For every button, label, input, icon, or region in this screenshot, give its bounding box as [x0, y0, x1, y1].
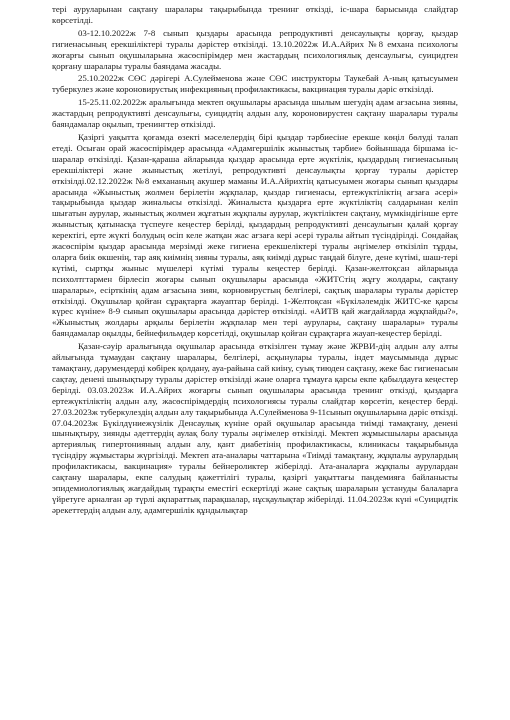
paragraph-5: Қазіргі уақытта қоғамда өзекті мәселелердің бірі қыздар тәрбиесіне ерекше көңіл бөлуді талап етеді. Осыған орай жасөспірімдер арасында «Адамгершілік жыныстық тәрбие» бойыншада біршама іс-шаралар өткізілді. Қазан-қараша айларында қыздар арасында ерте жүктілік, қыздардың гигиенасының ерекшіліктері және жыныстық жетілуі, репродуктивті денсаулықты қорғау туралы дәрістер өткізілді.02.12.2022ж №8 емхананың акушер маманы И.А.Айрихтің қатысуымен жоғары сынып қыздары арасында «Жыныстық жолмен берілетін жұқпалар, қыздар гигиенасы, ертежүктіліктің ағзаға әсері» тақырыбында қыздар жиналысы өткізілді. Жиналыста қыздарға ерте жүктіліктің салдарынан келіп шығатын аурулар, жыныстық жолмен жұғатын жұқпалы аурулар, жүктіліктен сақтану, мүмкіндігінше ерте жыныстық қатынасқа түспеуге кеңестер берілді, қыздардың репродуктивті денсаулығын қалай қорғау керектігі, ерте жүкті болудың өсіп келе жатқан жас ағзаға кері әсері туралы айтып түсіндірілді. Сондайақ жасөспірім қыздар арасында мерзімді жеке гигиена ерекшеліктері туралы әңгімелер өткізіліп тұрды, оларға биік өкшенің, тар аяқ киімнің зияны туралы, аяқ киімді дұрыс таңдай білуге, дене күтімі, шаш-тері күтімі, сыртқы жыныс мүшелері күтімі туралы кеңестер берілді. Қазан-желтоқсан айларында психолтгтармен бірлесіп жоғары сынып оқушылары арасында «ЖИТСтің жұғу жолдары, сақтану шаралары», есірткінің адам ағзасына зиян, корновирустың белгілері, сақтық шаралары туралы дәрістер өткізілді. Оқушылар қойған сұрақтарға жауаптар берілді. 1-Желтоқсан «Бүкіләлемдік ЖИТС-ке қарсы күрес күніне» 8-9 сынып оқушылары арасында дәрістер өткізілді. «АИТВ қай жағдайларда жұқпайды?», «Жыныстық жолдары арқылы берілетін жұқпалар мен тері аурулары, сақтану шаралары» туралы баяндамалар оқылды, бейнефильмдер көрсетілді, оқушылар қойған сұрақтарға жауап-кеңестер берілді. — [52, 131, 458, 339]
paragraph-2: 03-12.10.2022ж 7-8 сынып қыздары арасында репродуктивті денсаулықты қорғау, қыздар гигиенасының ерекшіліктері туралы дәрістер өткізілді. 13.10.2022ж И.А.Айрих №8 емхана психологы жоғарғы сынып оқушыларына жасөспірімдер мен жастардың психологиялық денсаулығы, суицидтен қорғану шаралары туралы баяндама жасады. — [52, 27, 458, 71]
paragraph-4: 15-25.11.02.2022ж аралығында мектеп оқушылары арасында шылым шегудің адам ағзасына зияны, жастардың репродуктивті денсаулығы, суицидтің алдын алу, короновирустен сақтану шаралары туралы баяндамалар оқылып, тренингтер өткізілді. — [52, 97, 458, 130]
paragraph-3: 25.10.2022ж СӨС дәрігері А.Сулейменова және СӨС инструкторы Таукебай А-ның қатысуымен туберкулез және короновирустық инфекцияның профилактикасы, вакцинация туралы дәріс өткізілді. — [52, 73, 458, 95]
paragraph-1: тері ауруларынан сақтану шаралары тақырыбында тренинг өткізді, іс-шара барысында слайдтар көрсетілді. — [52, 4, 458, 25]
paragraph-6: Қазан-сәуір аралығында оқушылар арасында өткізілген тұмау және ЖРВИ-дің алдын алу алты айлығында тұмаудан сақтану шаралары, белгілері, асқынулары туралы, індет маусымында дұрыс тамақтану, дәрумендерді көбірек қолдану, ауа-райына сай киіну, суық тиюден сақтану, жеке бас гигиенасын сақтау, денені шынықтыру туралы дәрістер өткізілді және оларға тұмауға қарсы екпе қабылдауға кеңестер берілді. 03.03.2023ж И.А.Айрих жоғарғы сынып оқушылары арасында тренинг өткізді, қыздарға ертежүктіліктің алдын алу, жасөспірімдердің психологиясы туралы слайдтар көрсетіп, кеңестер берді. 27.03.2023ж туберкулездің алдын алу тақырыбында А.Сулейменова 9-11сынып оқушыларына дәріс өткізді. 07.04.2023ж Бүкілдүниежүзілік Денсаулық күніне орай оқушылар арасында тиімді тамақтану, денені шынықтыру, зиянды әдеттердің аулақ болу туралы әңгімелер өткізілді. Мектеп жұмысшылары арасында артериялық гипертонияның алдын алу, қант диабетінің профилактикасы, клиникасы тақырыбында түсіндіру жұмыстары жүргізілді. Мектеп ата-аналары чаттарына «Тиімді тамақтану, жұқпалы аурулардың профилактикасы, вакцинация» туралы бейнероликтер жіберілді. Ата-аналарға жұқпалы аурулардан сақтану шаралары, екпе салудың қажеттілігі туралы, қазіргі уақыттағы пандемияға байланысты эпидемиологиялық жағдайдың тұрақты еместігі ескертілді және сақтық шараларын ұстануды балаларға үйретуге арналған әр түрлі ақпараттық парақшалар, нұсқаулықтар жіберілді. 11.04.2023ж күні «Суицидтік әрекеттердің алдын алу, адамгершілік құндылықтар — [52, 341, 459, 515]
